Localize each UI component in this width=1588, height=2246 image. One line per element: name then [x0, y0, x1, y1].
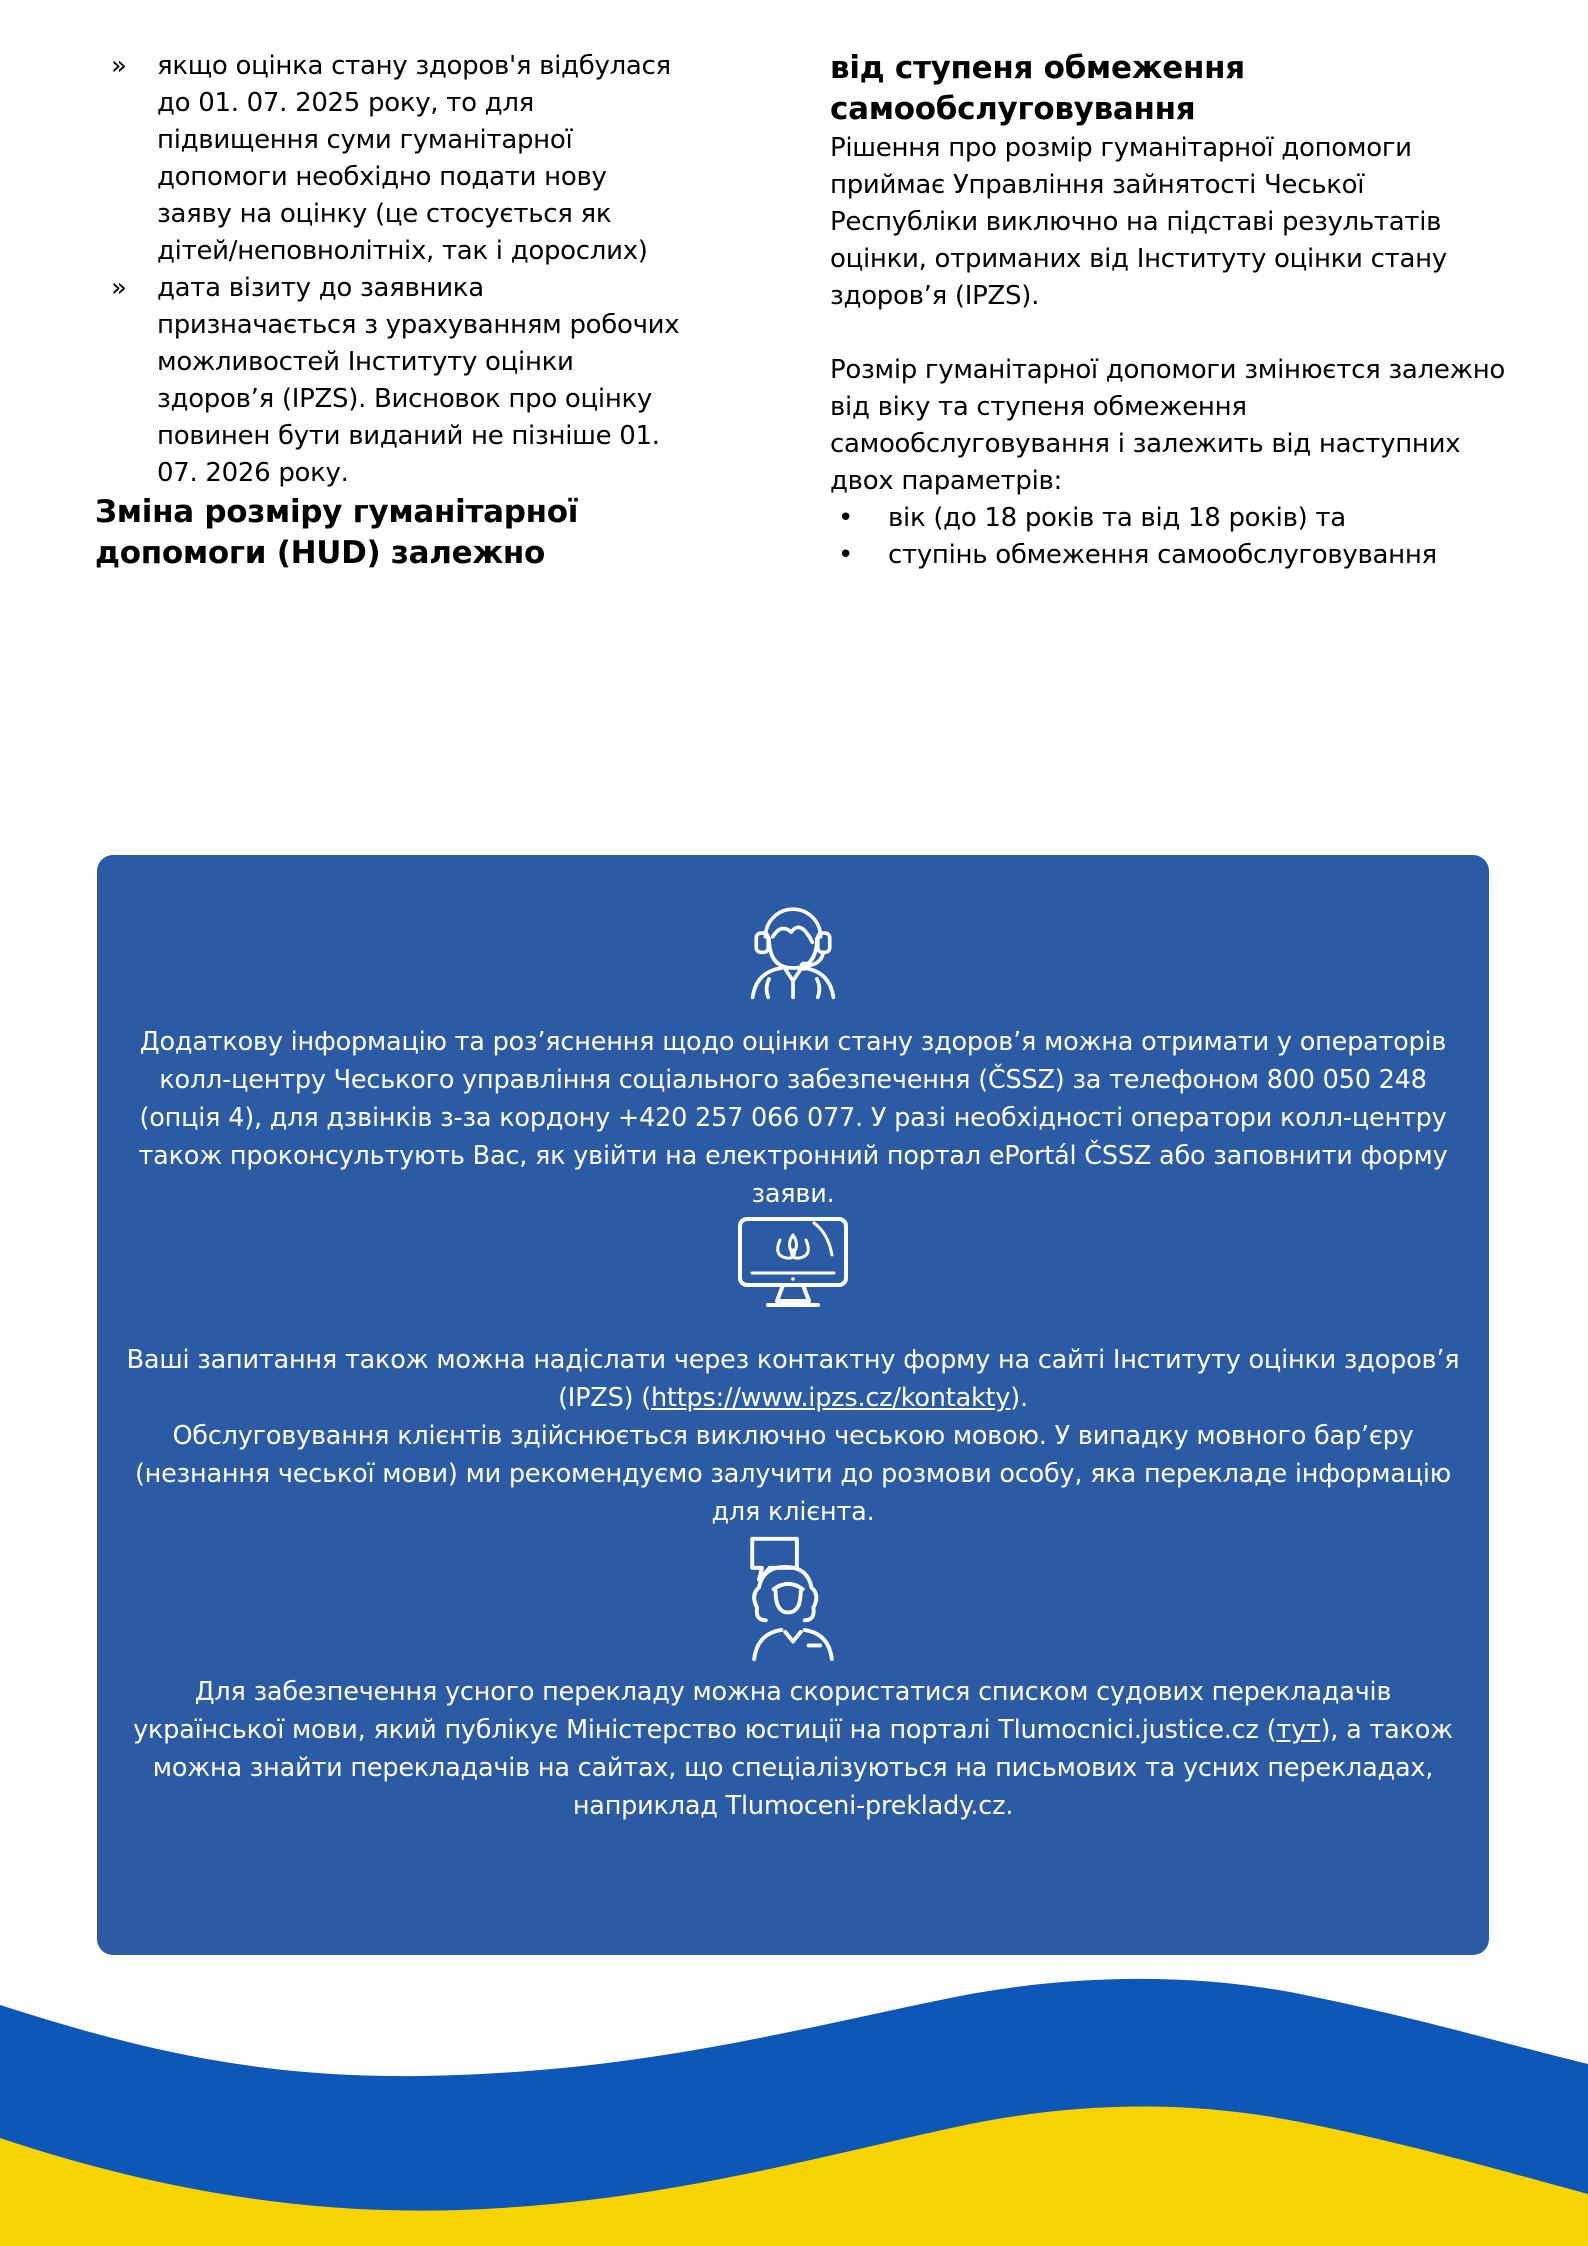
list-item [830, 500, 1510, 537]
bullet-marker: • [838, 540, 854, 570]
left-column [95, 48, 760, 574]
list-item [95, 270, 760, 492]
call-center-operator-icon [731, 889, 855, 1001]
section-heading-left: Зміна розміру гуманітарної допомоги (HUD) залежно [95, 494, 579, 571]
paragraph: Рішення про розмір гуманітарної допомоги приймає Управління зайнятості Чеської Республіки виключно на підставі результатів оцінки, отриманих від Інституту оцінки стану здоров’я (IPZS). [830, 133, 1447, 311]
info-paragraph-interpreters [123, 1673, 1463, 1825]
tlumocnici-link[interactable]: тут [1276, 1715, 1321, 1745]
list-item [830, 537, 1510, 574]
info-paragraph-language: Обслуговування клієнтів здійснюється виключно чеською мовою. У випадку мовного бар’єру (незнання чеської мови) ми рекомендуємо залучити до розмови особу, яка перекладе інформацію для клієнта. [134, 1421, 1452, 1527]
text-before-link: Для забезпечення усного перекладу можна скористатися списком судових перекладачів української мови, який публікує Міністерство юстиції на порталі Tlumocnici.justice.cz ( [133, 1677, 1392, 1745]
info-box [97, 855, 1489, 1955]
bullet-marker: » [111, 51, 127, 81]
bullet-marker: • [838, 503, 854, 533]
flag-wave-decoration [0, 1900, 1588, 2246]
bullet-text: вік (до 18 років та від 18 років) та [888, 503, 1346, 533]
interpreter-speech-bubble-icon [733, 1531, 853, 1661]
text-before-link: Ваші запитання також можна надіслати через контактну форму на сайті Інституту оцінки здоров’я (IPZS) ( [126, 1345, 1460, 1413]
ipzs-kontakty-link[interactable]: https://www.ipzs.cz/kontakty [650, 1383, 1011, 1413]
bullet-text: якщо оцінка стану здоров'я відбулася до 01. 07. 2025 року, то для підвищення суми гуманітарної допомоги необхідно подати нову заяву на оцінку (це стосується як дітей/неповнолітніх, так і дорослих) [157, 51, 671, 266]
paragraph: Розмір гуманітарної допомоги змінюєтся залежно від віку та ступеня обмеження самообслуговування і залежить від наступних двох параметрів: [830, 355, 1506, 496]
right-column [830, 48, 1510, 574]
list-item [95, 48, 760, 270]
info-paragraph-contact-form [123, 1341, 1463, 1531]
bullet-marker: » [111, 273, 127, 303]
bullet-text: ступінь обмеження самообслуговування [888, 540, 1437, 570]
bullet-text: дата візиту до заявника призначається з урахуванням робочих можливостей Інституту оцінки здоров’я (IPZS). Висновок про оцінку повинен бути виданий не пізніше 01. 07. 2026 року. [157, 273, 680, 488]
monitor-with-logo-icon [728, 1213, 858, 1313]
info-paragraph-callcenter: Додаткову інформацію та роз’яснення щодо оцінки стану здоров’я можна отримати у операторів колл-центру Чеського управління соціального забезпечення (ČSSZ) за телефоном 800 050 248 (опція 4), для дзвінків з-за кордону +420 257 066 077. У разі необхідності оператори колл-центру також проконсультують Вас, як увійти на електронний портал ePortál ČSSZ або заповнити форму заяви. [138, 1027, 1448, 1209]
text-after-link: ), а також можна знайти перекладачів на сайтах, що спеціалізуються на письмових та усних перекладах, наприклад Tlumoceni-preklady.cz. [152, 1715, 1453, 1821]
section-heading-right: від ступеня обмеження самообслуговування [830, 50, 1245, 127]
text-after-link: ). [1010, 1383, 1028, 1413]
